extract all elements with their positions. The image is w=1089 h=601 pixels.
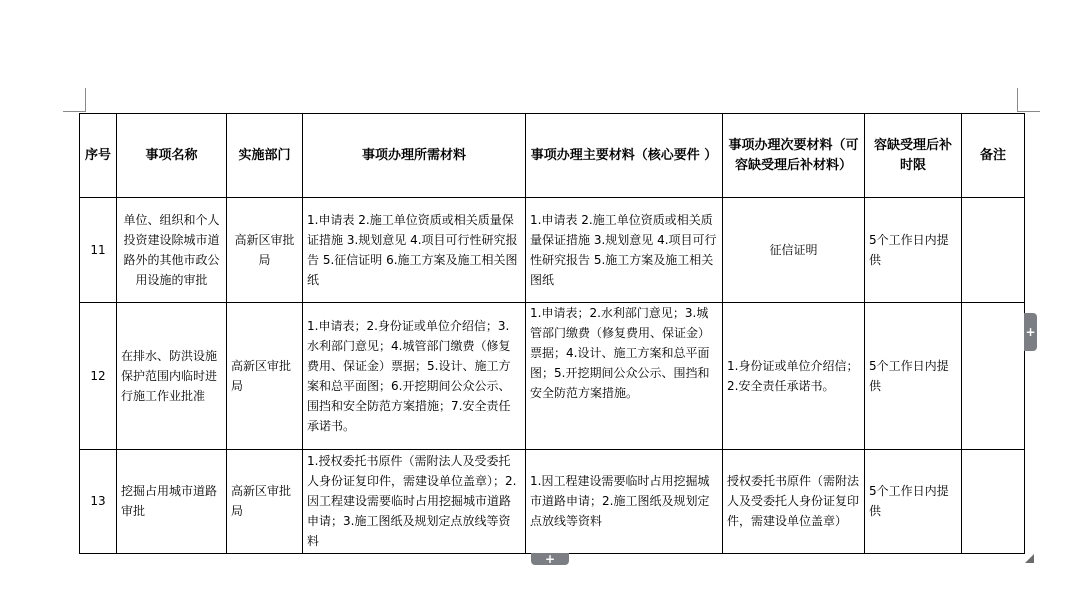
cell-item-name[interactable]: 挖掘占用城市道路审批 — [117, 449, 227, 553]
cell-main-materials[interactable]: 1.申请表；2.水利部门意见；3.城管部门缴费（修复费用、保证金）票据；4.设计、施工方案和总平面图；5.开挖期间公众公示、围挡和安全防范方案措施。 — [526, 303, 723, 449]
cell-seq[interactable]: 13 — [80, 449, 117, 553]
cell-department[interactable]: 高新区审批局 — [227, 449, 303, 553]
cell-item-name[interactable]: 在排水、防洪设施保护范围内临时进行施工作业批准 — [117, 303, 227, 449]
cell-deadline[interactable]: 5个工作日内提供 — [865, 303, 962, 449]
cell-deadline[interactable]: 5个工作日内提供 — [865, 449, 962, 553]
cell-department[interactable]: 高新区审批局 — [227, 303, 303, 449]
cell-item-name[interactable]: 单位、组织和个人投资建设除城市道路外的其他市政公用设施的审批 — [117, 198, 227, 303]
header-deadline[interactable]: 容缺受理后补时限 — [865, 114, 962, 198]
cell-remark[interactable] — [962, 303, 1025, 449]
cell-main-materials[interactable]: 1.因工程建设需要临时占用挖掘城市道路申请；2.施工图纸及规划定点放线等资料 — [526, 449, 723, 553]
crop-mark-top-left-v — [85, 88, 86, 112]
header-required-materials[interactable]: 事项办理所需材料 — [303, 114, 526, 198]
plus-icon: + — [1025, 325, 1036, 339]
header-secondary-materials[interactable]: 事项办理次要材料（可容缺受理后补材料） — [723, 114, 865, 198]
table-resize-handle[interactable] — [1025, 554, 1034, 563]
table-row — [80, 303, 1025, 449]
cell-deadline[interactable]: 5个工作日内提供 — [865, 198, 962, 303]
cell-seq[interactable]: 12 — [80, 303, 117, 449]
table-container — [79, 113, 1024, 554]
cell-remark[interactable] — [962, 449, 1025, 553]
cell-required-materials[interactable]: 1.申请表 2.施工单位资质或相关质量保证措施 3.规划意见 4.项目可行性研究报告 5.征信证明 6.施工方案及施工相关图纸 — [303, 198, 526, 303]
crop-mark-top-left-h — [63, 111, 86, 112]
cell-required-materials[interactable]: 1.授权委托书原件（需附法人及受委托人身份证复印件，需建设单位盖章）；2.因工程建设需要临时占用挖掘城市道路申请；3.施工图纸及规划定点放线等资料 — [303, 449, 526, 553]
cell-remark[interactable] — [962, 198, 1025, 303]
plus-icon: + — [544, 552, 556, 566]
crop-mark-top-right-v — [1017, 88, 1018, 112]
service-items-table — [79, 113, 1025, 554]
cell-main-materials[interactable]: 1.申请表 2.施工单位资质或相关质量保证措施 3.规划意见 4.项目可行性研究报告 5.施工方案及施工相关图纸 — [526, 198, 723, 303]
cell-secondary-materials[interactable]: 授权委托书原件（需附法人及受委托人身份证复印件，需建设单位盖章） — [723, 449, 865, 553]
cell-required-materials[interactable]: 1.申请表；2.身份证或单位介绍信；3.水利部门意见；4.城管部门缴费（修复费用、保证金）票据；5.设计、施工方案和总平面图；6.开挖期间公众公示、围挡和安全防范方案措施；7.安全责任承诺书。 — [303, 303, 526, 449]
cell-secondary-materials[interactable]: 1.身份证或单位介绍信；2.安全责任承诺书。 — [723, 303, 865, 449]
table-header-row — [80, 114, 1025, 198]
header-remark[interactable]: 备注 — [962, 114, 1025, 198]
header-seq[interactable]: 序号 — [80, 114, 117, 198]
cell-department[interactable]: 高新区审批局 — [227, 198, 303, 303]
cell-secondary-materials[interactable]: 征信证明 — [723, 198, 865, 303]
add-column-handle[interactable] — [1024, 313, 1037, 351]
crop-mark-top-right-h — [1017, 111, 1040, 112]
table-row — [80, 449, 1025, 553]
header-item-name[interactable]: 事项名称 — [117, 114, 227, 198]
table-row — [80, 198, 1025, 303]
header-department[interactable]: 实施部门 — [227, 114, 303, 198]
header-main-materials[interactable]: 事项办理主要材料（核心要件 ） — [526, 114, 723, 198]
cell-seq[interactable]: 11 — [80, 198, 117, 303]
add-row-handle[interactable] — [531, 553, 569, 565]
